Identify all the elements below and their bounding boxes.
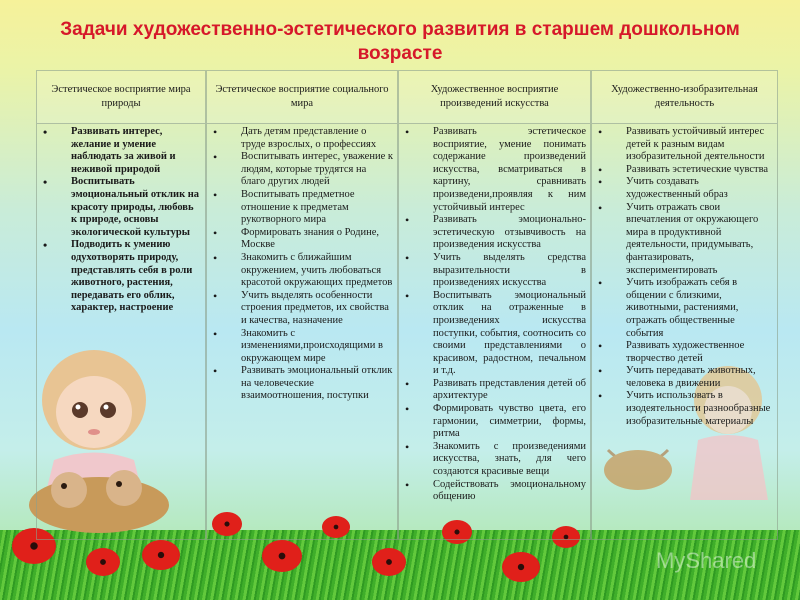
list-item: • Развивать эстетическое восприятие, умение понимать содержание произведений искусства, всматриваться в картину, сравнивать произведени,проявляя к ним устойчивый интерес	[403, 126, 586, 214]
column-header: Эстетическое восприятие мира природы	[36, 70, 206, 124]
column-visual-activity	[591, 124, 778, 540]
list-item: • Подводить к умению одухотворять природу, представлять себя в роли животного, растения, передавать его облик, характер, настроение	[41, 239, 201, 315]
column-header: Художественно-изобразительная деятельность	[591, 70, 778, 124]
list-item: • Развивать эстетические чувства	[596, 164, 773, 177]
list-item: • Формировать знания о Родине, Москве	[211, 227, 393, 252]
list-item: • Развивать эмоционально-эстетическую отзывчивость на произведения искусства	[403, 214, 586, 252]
list-item: • Знакомить с ближайшим окружением, учить любоваться красотой окружающих предметов	[211, 252, 393, 290]
list-item: • Учить выделять средства выразительности в произведениях искусства	[403, 252, 586, 290]
list-item: • Воспитывать интерес, уважение к людям, которые трудятся на благо других людей	[211, 151, 393, 189]
poppy-flower	[502, 552, 540, 582]
list-item: • Воспитывать эмоциональный отклик на красоту природы, любовь к природе, основы экологической культуры	[41, 176, 201, 239]
list-item: • Развивать интерес, желание и умение наблюдать за живой и неживой природой	[41, 126, 201, 176]
column-header: Художественное восприятие произведений искусства	[398, 70, 591, 124]
list-item: • Развивать представления детей об архитектуре	[403, 378, 586, 403]
list-item: • Учить отражать свои впечатления от окружающего мира в продуктивной деятельности, придумывать, фантазировать, экспериментировать	[596, 202, 773, 278]
column-nature	[36, 124, 206, 540]
column-header: Эстетическое восприятие социального мира	[206, 70, 398, 124]
poppy-flower	[142, 540, 180, 570]
list-item: • Знакомить с произведениями искусства, знать, для чего создаются красивые вещи	[403, 441, 586, 479]
watermark: MyShared	[656, 548, 757, 573]
list-item: • Развивать эмоциональный отклик на человеческие взаимоотношения, поступки	[211, 365, 393, 403]
page-title: Задачи художественно-эстетического развития в старшем дошкольном возрасте	[60, 19, 740, 64]
list-item: • Развивать устойчивый интерес детей к разным видам изобразительной деятельности	[596, 126, 773, 164]
poppy-flower	[262, 540, 302, 572]
list-item: • Формировать чувство цвета, его гармонии, симметрии, формы, ритма	[403, 403, 586, 441]
list-item: • Учить создавать художественный образ	[596, 176, 773, 201]
list-item: • Содействовать эмоциональному общению	[403, 479, 586, 504]
list-item: • Учить изображать себя в общении с близкими, животными, растениями, отражать общественные события	[596, 277, 773, 340]
list-item: • Дать детям представление о труде взрослых, о профессиях	[211, 126, 393, 151]
list-item: • Учить использовать в изодеятельности разнообразные изобразительные материалы	[596, 390, 773, 428]
poppy-flower	[372, 548, 406, 576]
column-art	[398, 124, 591, 540]
list-item: • Учить передавать животных, человека в движении	[596, 365, 773, 390]
poppy-flower	[86, 548, 120, 576]
list-item: • Развивать художественное творчество детей	[596, 340, 773, 365]
list-item: • Воспитывать предметное отношение к предметам рукотворного мира	[211, 189, 393, 227]
column-social	[206, 124, 398, 540]
list-item: • Учить выделять особенности строения предметов, их свойства и качества, назначение	[211, 290, 393, 328]
list-item: • Воспитывать эмоциональный отклик на отраженные в произведениях искусства поступки, события, соотносить со своими представлениями о красивом, радостном, печальном и т.д.	[403, 290, 586, 378]
list-item: • Знакомить с изменениями,происходящими в окружающем мире	[211, 328, 393, 366]
tasks-table	[36, 70, 778, 540]
